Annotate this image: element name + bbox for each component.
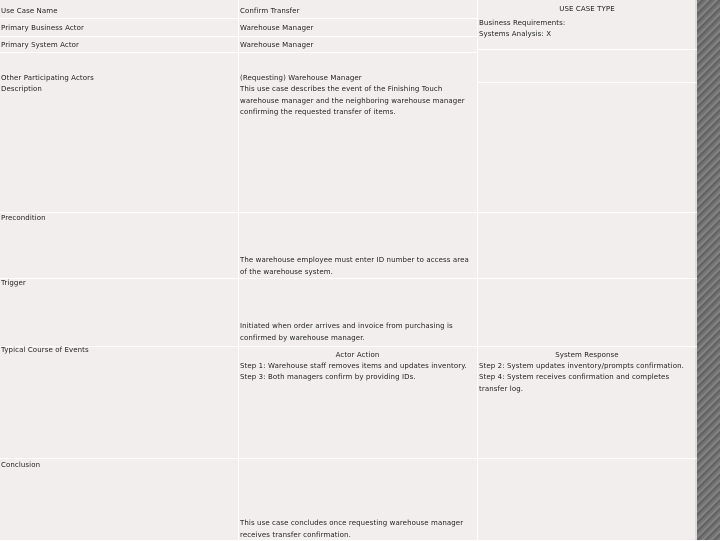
grid-line xyxy=(477,49,697,50)
trigger-label: Trigger xyxy=(1,279,26,287)
actor-step: Step 1: Warehouse staff removes items and updates inventory. xyxy=(240,362,467,370)
grid-line xyxy=(238,0,239,540)
grid-line xyxy=(0,36,477,37)
precondition-label: Precondition xyxy=(1,214,46,222)
grid-line xyxy=(477,82,697,83)
primary-system-actor-value: Warehouse Manager xyxy=(240,41,314,49)
use-case-name-value: Confirm Transfer xyxy=(240,7,300,15)
primary-system-actor-label: Primary System Actor xyxy=(1,41,80,49)
grid-line xyxy=(0,18,238,19)
actor-action-header: Actor Action xyxy=(335,351,380,359)
typical-course-label: Typical Course of Events xyxy=(1,346,89,354)
primary-business-actor-value: Warehouse Manager xyxy=(240,24,314,32)
grid-line xyxy=(0,212,697,213)
systems-analysis-line: Systems Analysis: X xyxy=(479,30,552,38)
page-edge-shadow xyxy=(697,0,720,540)
system-response-header: System Response xyxy=(555,351,619,359)
other-participating-actors-label: Other Participating Actors xyxy=(1,74,94,82)
description-label: Description xyxy=(1,85,42,93)
use-case-type-header: USE CASE TYPE xyxy=(559,5,615,13)
system-step: Step 2: System updates inventory/prompts confirmation. xyxy=(479,362,684,370)
use-case-name-label: Use Case Name xyxy=(1,7,58,15)
conclusion-value: This use case concludes once requesting warehouse manager receives transfer confirmation. xyxy=(240,519,464,539)
conclusion-label: Conclusion xyxy=(1,461,41,469)
system-step: Step 4: System receives confirmation and completes transfer log. xyxy=(479,373,670,393)
grid-line xyxy=(0,52,477,53)
actor-step: Step 3: Both managers confirm by providing IDs. xyxy=(240,373,416,381)
grid-line xyxy=(477,0,478,540)
trigger-value: Initiated when order arrives and invoice from purchasing is confirmed by warehouse manager. xyxy=(240,322,453,342)
grid-line xyxy=(0,346,697,347)
description-value: This use case describes the event of the Finishing Touch warehouse manager and the neighboring warehouse manager confirming the requested transfer of items. xyxy=(240,85,465,116)
grid-line xyxy=(0,278,697,279)
business-requirements-line: Business Requirements: xyxy=(479,19,566,27)
other-participating-actors-value: (Requesting) Warehouse Manager xyxy=(240,74,362,82)
grid-line xyxy=(0,458,697,459)
grid-line xyxy=(238,18,477,19)
precondition-value: The warehouse employee must enter ID number to access area of the warehouse system. xyxy=(240,256,469,276)
primary-business-actor-label: Primary Business Actor xyxy=(1,24,84,32)
